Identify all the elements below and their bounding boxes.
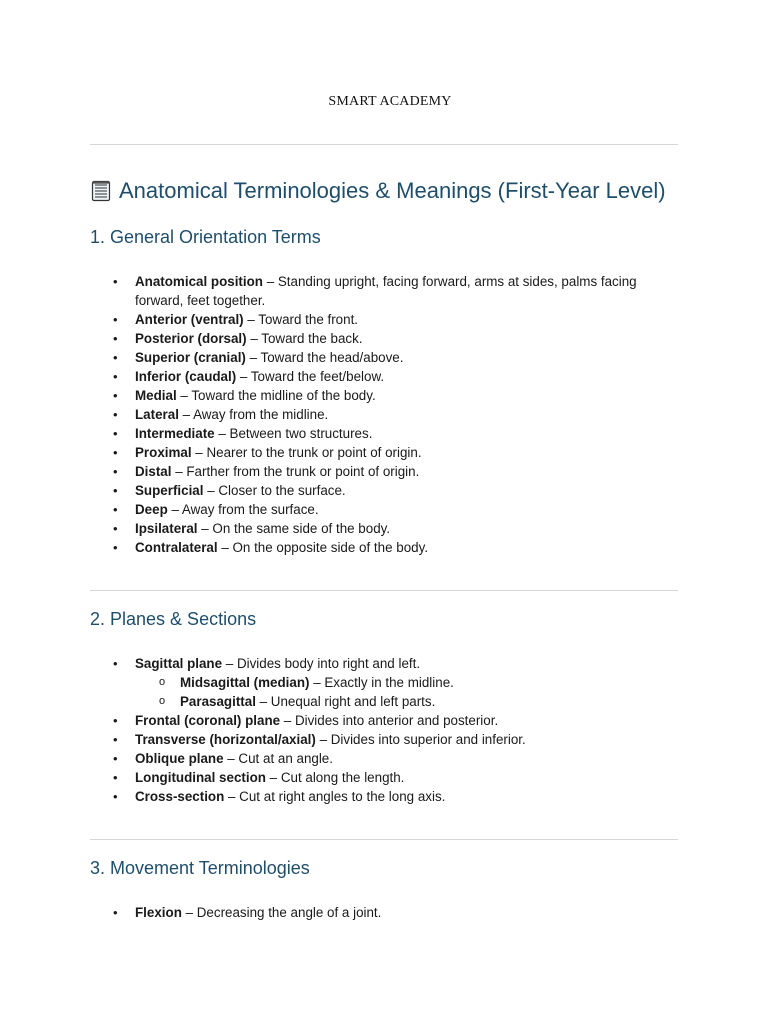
header-brand: SMART ACADEMY xyxy=(328,94,452,109)
term: Proximal xyxy=(135,445,192,460)
meaning: – Divides body into right and left. xyxy=(222,656,421,671)
meaning: – Toward the back. xyxy=(246,331,363,346)
term: Lateral xyxy=(135,407,179,422)
meaning: – On the same side of the body. xyxy=(197,521,391,536)
list-item xyxy=(90,348,690,367)
term: Oblique plane xyxy=(135,751,224,766)
term: Posterior (dorsal) xyxy=(135,331,247,346)
movement-terms-list xyxy=(90,903,690,922)
list-item xyxy=(90,711,690,730)
term: Longitudinal section xyxy=(135,770,266,785)
term: Sagittal plane xyxy=(135,656,223,671)
list-item xyxy=(90,903,690,922)
meaning: – Closer to the surface. xyxy=(203,483,346,498)
list-item xyxy=(90,654,690,673)
meaning: – Decreasing the angle of a joint. xyxy=(181,905,382,920)
meaning: – Toward the head/above. xyxy=(245,350,404,365)
term: Distal xyxy=(135,464,172,479)
term: Intermediate xyxy=(135,426,215,441)
meaning: – Divides into superior and inferior. xyxy=(315,732,526,747)
term: Anatomical position xyxy=(135,274,263,289)
meaning: – Standing upright, facing forward, arms at sides, palms facing forward, feet together. xyxy=(135,274,637,308)
term: Midsagittal (median) xyxy=(180,675,310,690)
term: Ipsilateral xyxy=(135,521,198,536)
list-item xyxy=(90,481,690,500)
section-heading-movement: 3. Movement Terminologies xyxy=(90,858,310,878)
list-item xyxy=(90,787,690,806)
list-item xyxy=(90,367,690,386)
planes-terms-list xyxy=(90,654,690,806)
list-item xyxy=(90,405,690,424)
term: Superior (cranial) xyxy=(135,350,246,365)
orientation-terms-list xyxy=(90,272,690,557)
list-item xyxy=(90,424,690,443)
meaning: – On the opposite side of the body. xyxy=(217,540,429,555)
divider xyxy=(90,590,678,591)
sub-list-item xyxy=(90,692,690,711)
term: Inferior (caudal) xyxy=(135,369,237,384)
term: Cross-section xyxy=(135,789,225,804)
sub-list-item xyxy=(90,673,690,692)
meaning: – Between two structures. xyxy=(214,426,373,441)
list-item xyxy=(90,538,690,557)
list-item xyxy=(90,730,690,749)
divider xyxy=(90,839,678,840)
list-item xyxy=(90,749,690,768)
term: Deep xyxy=(135,502,168,517)
meaning: – Unequal right and left parts. xyxy=(255,694,436,709)
meaning: – Toward the midline of the body. xyxy=(176,388,376,403)
list-item xyxy=(90,500,690,519)
list-item xyxy=(90,462,690,481)
meaning: – Cut at an angle. xyxy=(223,751,333,766)
list-item xyxy=(90,768,690,787)
list-item xyxy=(90,310,690,329)
meaning: – Toward the feet/below. xyxy=(236,369,385,384)
meaning: – Exactly in the midline. xyxy=(309,675,454,690)
notebook-icon xyxy=(91,180,111,202)
term: Transverse (horizontal/axial) xyxy=(135,732,316,747)
meaning: – Cut at right angles to the long axis. xyxy=(224,789,446,804)
list-item xyxy=(90,329,690,348)
document-title xyxy=(91,178,691,204)
term: Contralateral xyxy=(135,540,218,555)
term: Superficial xyxy=(135,483,204,498)
meaning: – Away from the surface. xyxy=(167,502,319,517)
meaning: – Cut along the length. xyxy=(265,770,405,785)
meaning: – Divides into anterior and posterior. xyxy=(280,713,499,728)
list-item xyxy=(90,519,690,538)
list-item xyxy=(90,272,676,310)
section-heading-planes: 2. Planes & Sections xyxy=(90,609,257,629)
term: Frontal (coronal) plane xyxy=(135,713,281,728)
term: Anterior (ventral) xyxy=(135,312,244,327)
meaning: – Nearer to the trunk or point of origin. xyxy=(191,445,422,460)
meaning: – Away from the midline. xyxy=(178,407,329,422)
divider xyxy=(90,144,678,145)
term: Medial xyxy=(135,388,177,403)
term: Parasagittal xyxy=(180,694,256,709)
list-item xyxy=(90,386,690,405)
list-item xyxy=(90,443,690,462)
document-title-text: Anatomical Terminologies & Meanings (First-Year Level) xyxy=(119,178,666,203)
section-heading-orientation: 1. General Orientation Terms xyxy=(90,227,321,247)
meaning: – Toward the front. xyxy=(243,312,359,327)
meaning: – Farther from the trunk or point of origin. xyxy=(171,464,420,479)
term: Flexion xyxy=(135,905,182,920)
